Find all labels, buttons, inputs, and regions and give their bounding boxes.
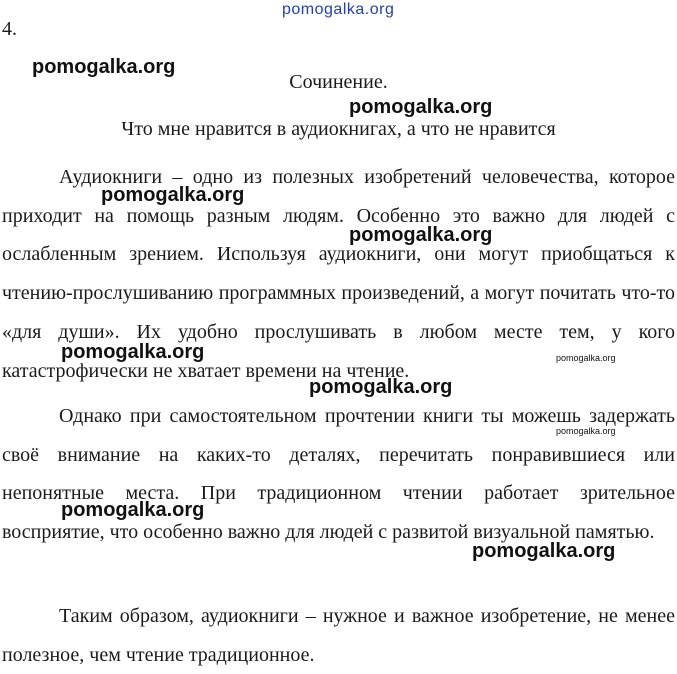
watermark: pomogalka.org xyxy=(349,224,493,246)
essay-paragraph-3 xyxy=(2,597,675,674)
watermark-top: pomogalka.org xyxy=(282,1,395,18)
watermark-small: pomogalka.org xyxy=(556,353,616,363)
paragraph-text: Аудиокниги – одно из полезных изобретений человечества, которое приходит на помощь разным людям. Особенно это важно для людей с ослабленным зрением. Используя аудиокниги, они могут приобщаться к чтению-прослушиванию программных произведений, а могут почитать что-то «для души». Их удобно прослушивать в любом месте тем, у кого катастрофически не хватает времени на чтение. xyxy=(2,166,675,382)
watermark: pomogalka.org xyxy=(309,376,453,398)
watermark: pomogalka.org xyxy=(472,540,616,562)
watermark-small: pomogalka.org xyxy=(556,426,616,436)
watermark: pomogalka.org xyxy=(61,341,205,363)
task-number: 4. xyxy=(2,18,17,40)
paragraph-text: Однако при самостоятельном прочтении книги ты можешь задержать своё внимание на каких-то деталях, перечитать понравившиеся или непонятные места. При традиционном чтении работает зрительное восприятие, что особенно важно для людей с развитой визуальной памятью. xyxy=(2,405,675,544)
essay-paragraph-2 xyxy=(2,397,675,552)
watermark: pomogalka.org xyxy=(61,499,205,521)
watermark: pomogalka.org xyxy=(32,56,176,78)
watermark: pomogalka.org xyxy=(101,184,245,206)
paragraph-text: Таким образом, аудиокниги – нужное и важное изобретение, не менее полезное, чем чтение традиционное. xyxy=(2,605,675,666)
essay-subtitle: Что мне нравится в аудиокнигах, а что не нравится xyxy=(121,118,556,140)
essay-title: Сочинение. xyxy=(289,71,388,93)
watermark: pomogalka.org xyxy=(349,96,493,118)
